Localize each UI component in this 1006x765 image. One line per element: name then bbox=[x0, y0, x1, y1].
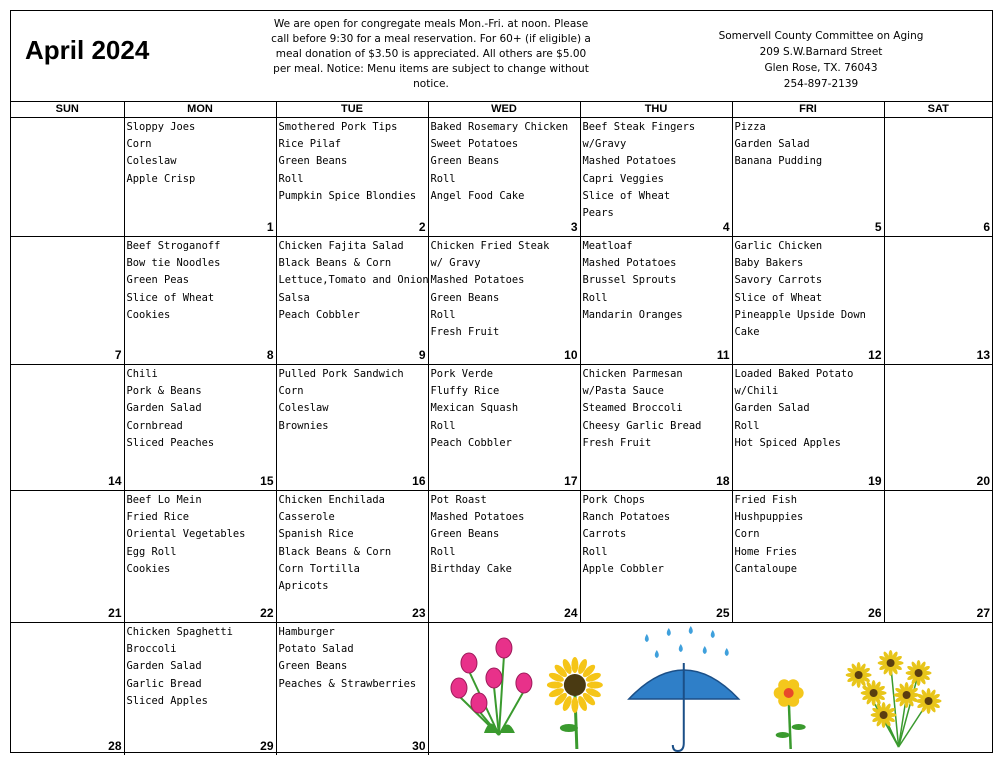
menu-item: Pears bbox=[582, 207, 614, 220]
menu-item-list bbox=[125, 623, 276, 710]
agency-city: Glen Rose, TX. 76043 bbox=[764, 62, 878, 74]
calendar-header bbox=[11, 11, 992, 102]
menu-item: Cantaloupe bbox=[734, 562, 798, 575]
menu-item: Chicken Parmesan bbox=[582, 368, 683, 380]
day-number: 8 bbox=[266, 348, 274, 362]
day-cell bbox=[11, 365, 124, 491]
menu-item: Mexican Squash bbox=[430, 402, 519, 415]
day-cell bbox=[11, 623, 124, 756]
notice-line: call before 9:30 for a meal reservation. For 60+ (if eligible) a bbox=[271, 33, 591, 45]
menu-item-list bbox=[11, 365, 124, 366]
menu-item: Cheesy Garlic Bread bbox=[582, 419, 702, 432]
menu-item: Pumpkin Spice Blondies bbox=[278, 189, 417, 202]
menu-item: Angel Food Cake bbox=[430, 189, 525, 202]
weekday-mon: MON bbox=[124, 101, 276, 118]
menu-item: Green Peas bbox=[126, 274, 190, 287]
menu-item: Sliced Apples bbox=[126, 694, 208, 707]
agency-info bbox=[671, 28, 971, 92]
spring-art bbox=[429, 623, 993, 755]
day-cell bbox=[428, 118, 580, 237]
day-cell bbox=[884, 491, 992, 623]
menu-item: Lettuce,Tomato and Onion bbox=[278, 274, 429, 287]
menu-item: Hushpuppies bbox=[734, 511, 804, 524]
day-number: 26 bbox=[868, 606, 882, 620]
notice-line: per meal. Notice: Menu items are subject to change without bbox=[273, 63, 589, 75]
small-flower-icon bbox=[773, 679, 805, 749]
menu-item: Chicken Spaghetti bbox=[126, 626, 233, 638]
day-number: 15 bbox=[260, 474, 274, 488]
menu-item: Smothered Pork Tips bbox=[278, 121, 398, 133]
meal-notice bbox=[261, 17, 601, 92]
menu-item: Pork Verde bbox=[430, 368, 494, 380]
menu-item: Mashed Potatoes bbox=[430, 274, 525, 287]
day-cell bbox=[428, 365, 580, 491]
menu-item: Hot Spiced Apples bbox=[734, 436, 841, 449]
day-cell bbox=[732, 365, 884, 491]
menu-item: Potato Salad bbox=[278, 643, 354, 656]
menu-item: w/Pasta Sauce bbox=[582, 385, 664, 398]
menu-item-list bbox=[733, 118, 884, 171]
menu-item: Roll bbox=[430, 308, 456, 321]
day-number: 10 bbox=[564, 348, 578, 362]
menu-item: Brussel Sprouts bbox=[582, 274, 677, 287]
menu-item: Oriental Vegetables bbox=[126, 528, 246, 541]
day-number: 22 bbox=[260, 606, 274, 620]
menu-item: Brownies bbox=[278, 419, 329, 432]
menu-item-list bbox=[581, 237, 732, 324]
menu-item: Pork Chops bbox=[582, 494, 646, 506]
day-number: 9 bbox=[418, 348, 426, 362]
day-cell bbox=[276, 491, 428, 623]
day-cell bbox=[732, 491, 884, 623]
menu-item-list bbox=[11, 118, 124, 119]
weekday-thu: THU bbox=[580, 101, 732, 118]
menu-item: Chili bbox=[126, 368, 158, 380]
day-number: 18 bbox=[716, 474, 730, 488]
menu-item: Banana Pudding bbox=[734, 155, 823, 168]
calendar-body bbox=[11, 118, 992, 756]
menu-item: Bow tie Noodles bbox=[126, 257, 221, 270]
menu-item-list bbox=[733, 491, 884, 578]
menu-item: Peaches & Strawberries bbox=[278, 677, 417, 690]
menu-item: Pulled Pork Sandwich bbox=[278, 368, 404, 380]
menu-item-list bbox=[11, 491, 124, 492]
menu-item-list bbox=[733, 237, 884, 341]
menu-item-list bbox=[125, 365, 276, 452]
menu-item-list bbox=[885, 491, 993, 492]
weekday-sun: SUN bbox=[11, 101, 124, 118]
day-cell bbox=[276, 237, 428, 365]
menu-item-list bbox=[277, 365, 428, 435]
menu-item: Chicken Fried Steak bbox=[430, 240, 550, 252]
menu-item-list bbox=[581, 491, 732, 578]
menu-item: Home Fries bbox=[734, 545, 798, 558]
menu-item: Corn bbox=[734, 528, 760, 541]
menu-item-list bbox=[885, 237, 993, 238]
day-number: 21 bbox=[108, 606, 122, 620]
menu-item: Peach Cobbler bbox=[278, 308, 360, 321]
menu-item: Roll bbox=[582, 545, 608, 558]
menu-item-list bbox=[429, 365, 580, 452]
menu-item: Sloppy Joes bbox=[126, 121, 196, 133]
menu-item: Green Beans bbox=[430, 528, 500, 541]
menu-item: Sweet Potatoes bbox=[430, 138, 519, 151]
menu-item: Mashed Potatoes bbox=[582, 257, 677, 270]
menu-item-list bbox=[125, 491, 276, 578]
day-cell bbox=[884, 237, 992, 365]
menu-item: w/ Gravy bbox=[430, 257, 481, 270]
day-cell bbox=[11, 237, 124, 365]
calendar-week-row bbox=[11, 491, 992, 623]
day-number: 27 bbox=[976, 606, 990, 620]
menu-item: Garden Salad bbox=[126, 660, 202, 673]
calendar-week-row bbox=[11, 118, 992, 237]
menu-item: Fried Rice bbox=[126, 511, 190, 524]
day-cell bbox=[124, 237, 276, 365]
notice-line: meal donation of $3.50 is appreciated. All others are $5.00 bbox=[275, 48, 587, 60]
umbrella-rain-icon bbox=[628, 626, 738, 751]
menu-item: Cookies bbox=[126, 308, 171, 321]
day-number: 20 bbox=[976, 474, 990, 488]
day-number: 13 bbox=[976, 348, 990, 362]
notice-line: notice. bbox=[413, 78, 449, 90]
day-number: 1 bbox=[266, 220, 274, 234]
menu-item: Roll bbox=[430, 172, 456, 185]
day-cell bbox=[11, 491, 124, 623]
menu-item-list bbox=[11, 237, 124, 238]
menu-item-list bbox=[277, 118, 428, 205]
menu-item: Peach Cobbler bbox=[430, 436, 512, 449]
menu-item: Roll bbox=[278, 172, 304, 185]
day-number: 5 bbox=[874, 220, 882, 234]
menu-item: Cake bbox=[734, 326, 760, 339]
menu-item-list bbox=[277, 491, 428, 595]
menu-item: Beef Steak Fingers bbox=[582, 121, 696, 133]
menu-item: Ranch Potatoes bbox=[582, 511, 671, 524]
menu-item-list bbox=[429, 491, 580, 578]
menu-item: Slice of Wheat bbox=[582, 189, 671, 202]
menu-item: Coleslaw bbox=[126, 155, 177, 168]
menu-item: Coleslaw bbox=[278, 402, 329, 415]
menu-item: Pizza bbox=[734, 121, 766, 133]
menu-item: w/Gravy bbox=[582, 138, 627, 151]
calendar-week-row bbox=[11, 237, 992, 365]
day-cell bbox=[884, 118, 992, 237]
weekday-tue: TUE bbox=[276, 101, 428, 118]
day-number: 4 bbox=[722, 220, 730, 234]
menu-item: Meatloaf bbox=[582, 240, 633, 252]
day-number: 12 bbox=[868, 348, 882, 362]
menu-item: Sliced Peaches bbox=[126, 436, 215, 449]
menu-item: Cornbread bbox=[126, 419, 183, 432]
day-number: 30 bbox=[412, 739, 426, 753]
day-cell bbox=[428, 491, 580, 623]
menu-item: Broccoli bbox=[126, 643, 177, 656]
day-number: 2 bbox=[418, 220, 426, 234]
menu-item: Corn Tortilla bbox=[278, 562, 360, 575]
menu-item: Apple Cobbler bbox=[582, 562, 664, 575]
menu-item: Chicken Enchilada bbox=[278, 494, 385, 506]
day-cell bbox=[580, 365, 732, 491]
tulips-icon bbox=[450, 638, 531, 735]
menu-item: Roll bbox=[430, 545, 456, 558]
menu-item-list bbox=[277, 237, 428, 324]
menu-item: Capri Veggies bbox=[582, 172, 664, 185]
menu-item: Pot Roast bbox=[430, 494, 487, 506]
menu-item: Rice Pilaf bbox=[278, 138, 342, 151]
menu-item: Mashed Potatoes bbox=[582, 155, 677, 168]
menu-item-list bbox=[125, 118, 276, 188]
menu-item-list bbox=[885, 118, 993, 119]
day-cell bbox=[428, 237, 580, 365]
day-number: 16 bbox=[412, 474, 426, 488]
day-cell bbox=[580, 491, 732, 623]
menu-item: Garlic Bread bbox=[126, 677, 202, 690]
menu-item: Slice of Wheat bbox=[126, 291, 215, 304]
menu-item-list bbox=[581, 118, 732, 222]
day-cell bbox=[124, 491, 276, 623]
day-cell bbox=[580, 118, 732, 237]
menu-item: Black Beans & Corn bbox=[278, 545, 392, 558]
agency-phone: 254-897-2139 bbox=[783, 78, 859, 90]
day-number: 29 bbox=[260, 739, 274, 753]
day-cell bbox=[732, 118, 884, 237]
day-number: 24 bbox=[564, 606, 578, 620]
menu-item: Egg Roll bbox=[126, 545, 177, 558]
menu-item: Loaded Baked Potato bbox=[734, 368, 854, 380]
menu-item: Corn bbox=[126, 138, 152, 151]
day-cell bbox=[276, 365, 428, 491]
menu-item-list bbox=[581, 365, 732, 452]
menu-item: Apricots bbox=[278, 580, 329, 593]
menu-item-list bbox=[277, 623, 428, 693]
menu-item: Mandarin Oranges bbox=[582, 308, 683, 321]
menu-item: Baked Rosemary Chicken bbox=[430, 121, 569, 133]
weekday-sat: SAT bbox=[884, 101, 992, 118]
day-cell bbox=[732, 237, 884, 365]
menu-item: Carrots bbox=[582, 528, 627, 541]
month-title: April 2024 bbox=[25, 35, 150, 65]
day-number: 17 bbox=[564, 474, 578, 488]
day-cell bbox=[124, 118, 276, 237]
menu-item-list bbox=[733, 365, 884, 452]
menu-item: Salsa bbox=[278, 291, 310, 304]
day-cell bbox=[124, 365, 276, 491]
menu-item: Fluffy Rice bbox=[430, 385, 500, 398]
menu-item: Birthday Cake bbox=[430, 562, 512, 575]
menu-item: Pork & Beans bbox=[126, 385, 202, 398]
day-cell bbox=[884, 365, 992, 491]
menu-item: Garden Salad bbox=[734, 402, 810, 415]
menu-item: Chicken Fajita Salad bbox=[278, 240, 404, 252]
day-number: 3 bbox=[570, 220, 578, 234]
menu-item: Black Beans & Corn bbox=[278, 257, 392, 270]
menu-item: w/Chili bbox=[734, 385, 779, 398]
day-number: 23 bbox=[412, 606, 426, 620]
day-cell bbox=[124, 623, 276, 756]
daisy-bouquet-icon bbox=[845, 650, 941, 747]
menu-item: Beef Stroganoff bbox=[126, 240, 221, 252]
day-number: 11 bbox=[716, 348, 730, 362]
menu-item: Green Beans bbox=[278, 660, 348, 673]
day-number: 19 bbox=[868, 474, 882, 488]
menu-item: Fresh Fruit bbox=[582, 436, 652, 449]
menu-item: Steamed Broccoli bbox=[582, 402, 683, 415]
spring-decoration-cell bbox=[428, 623, 992, 756]
menu-item: Pineapple Upside Down bbox=[734, 308, 866, 321]
day-number: 28 bbox=[108, 739, 122, 753]
menu-item: Garlic Chicken bbox=[734, 240, 823, 252]
menu-item: Roll bbox=[582, 291, 608, 304]
menu-item: Roll bbox=[430, 419, 456, 432]
menu-item: Slice of Wheat bbox=[734, 291, 823, 304]
menu-item-list bbox=[429, 237, 580, 341]
menu-item: Casserole bbox=[278, 511, 335, 524]
menu-item: Green Beans bbox=[430, 155, 500, 168]
day-cell bbox=[276, 623, 428, 756]
day-number: 14 bbox=[108, 474, 122, 488]
sunflower-icon bbox=[546, 657, 602, 749]
agency-street: 209 S.W.Barnard Street bbox=[759, 46, 883, 58]
menu-item: Apple Crisp bbox=[126, 172, 196, 185]
weekday-fri: FRI bbox=[732, 101, 884, 118]
menu-item-list bbox=[11, 623, 124, 624]
calendar-grid bbox=[11, 101, 992, 755]
menu-item: Roll bbox=[734, 419, 760, 432]
day-cell bbox=[580, 237, 732, 365]
menu-item: Corn bbox=[278, 385, 304, 398]
calendar-week-row bbox=[11, 623, 992, 756]
menu-item: Baby Bakers bbox=[734, 257, 804, 270]
menu-item: Beef Lo Mein bbox=[126, 494, 202, 506]
menu-item: Mashed Potatoes bbox=[430, 511, 525, 524]
calendar-week-row bbox=[11, 365, 992, 491]
day-cell bbox=[276, 118, 428, 237]
menu-item: Fried Fish bbox=[734, 494, 798, 506]
day-cell bbox=[11, 118, 124, 237]
menu-item-list bbox=[429, 118, 580, 205]
day-number: 6 bbox=[983, 220, 990, 234]
menu-item-list bbox=[885, 365, 993, 366]
menu-item: Spanish Rice bbox=[278, 528, 354, 541]
menu-item: Cookies bbox=[126, 562, 171, 575]
weekday-header-row bbox=[11, 101, 992, 118]
menu-item: Fresh Fruit bbox=[430, 326, 500, 339]
menu-item: Garden Salad bbox=[734, 138, 810, 151]
day-number: 7 bbox=[114, 348, 122, 362]
menu-item: Savory Carrots bbox=[734, 274, 823, 287]
menu-item: Green Beans bbox=[430, 291, 500, 304]
calendar-sheet bbox=[10, 10, 993, 753]
menu-item: Hamburger bbox=[278, 626, 335, 638]
menu-item-list bbox=[125, 237, 276, 324]
menu-item: Garden Salad bbox=[126, 402, 202, 415]
agency-name: Somervell County Committee on Aging bbox=[718, 30, 924, 42]
weekday-wed: WED bbox=[428, 101, 580, 118]
day-number: 25 bbox=[716, 606, 730, 620]
menu-item: Green Beans bbox=[278, 155, 348, 168]
notice-line: We are open for congregate meals Mon.-Fri. at noon. Please bbox=[273, 18, 589, 30]
